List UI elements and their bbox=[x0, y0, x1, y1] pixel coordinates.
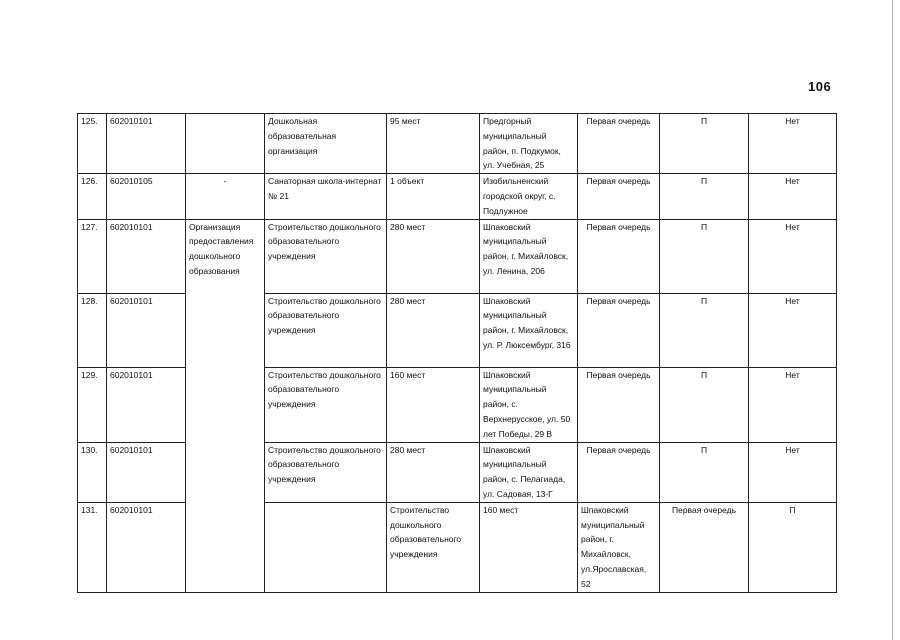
object-type: П bbox=[749, 502, 837, 592]
flag: Нет bbox=[749, 367, 837, 442]
object-code: 602010105 bbox=[107, 174, 186, 219]
object-code: 602010101 bbox=[107, 367, 186, 442]
row-number: 126. bbox=[78, 174, 107, 219]
queue: Первая очередь bbox=[578, 114, 660, 174]
object-type: П bbox=[660, 293, 749, 367]
page-number: 106 bbox=[808, 79, 832, 94]
object-type: П bbox=[660, 114, 749, 174]
row-number: 127. bbox=[78, 219, 107, 293]
purpose-cell bbox=[265, 502, 387, 592]
table-row bbox=[78, 114, 837, 174]
queue: Первая очередь bbox=[578, 174, 660, 219]
object-type: П bbox=[660, 219, 749, 293]
purpose-cell: Организация предоставления дошкольного образования bbox=[186, 219, 265, 592]
location: Шпаковский муниципальный район, г. Михайловск, ул. Ленина, 206 bbox=[480, 219, 578, 293]
object-type: П bbox=[660, 442, 749, 502]
object-name: Санаторная школа-интернат № 21 bbox=[265, 174, 387, 219]
location: Изобильненский городской округ, с. Подлужное bbox=[480, 174, 578, 219]
object-name: Строительство дошкольного образовательного учреждения bbox=[387, 502, 480, 592]
page-edge-divider bbox=[892, 0, 893, 640]
queue: Первая очередь bbox=[578, 442, 660, 502]
object-code: 602010101 bbox=[107, 502, 186, 592]
object-code: 602010101 bbox=[107, 114, 186, 174]
object-name: Дошкольная образовательная организация bbox=[265, 114, 387, 174]
capacity: 160 мест bbox=[480, 502, 578, 592]
object-name: Строительство дошкольного образовательного учреждения bbox=[265, 293, 387, 367]
queue: Первая очередь bbox=[578, 293, 660, 367]
capacity: 280 мест bbox=[387, 293, 480, 367]
row-number: 128. bbox=[78, 293, 107, 367]
flag: Нет bbox=[749, 293, 837, 367]
flag: Нет bbox=[749, 174, 837, 219]
object-code: 602010101 bbox=[107, 219, 186, 293]
table-row bbox=[78, 174, 837, 219]
object-code: 602010101 bbox=[107, 442, 186, 502]
table-row bbox=[78, 219, 837, 293]
capacity: 1 объект bbox=[387, 174, 480, 219]
queue: Первая очередь bbox=[660, 502, 749, 592]
object-name: Строительство дошкольного образовательного учреждения bbox=[265, 367, 387, 442]
capacity: 95 мест bbox=[387, 114, 480, 174]
capacity: 280 мест bbox=[387, 219, 480, 293]
location: Шпаковский муниципальный район, с. Верхнерусское, ул. 50 лет Победы, 29 В bbox=[480, 367, 578, 442]
queue: Первая очередь bbox=[578, 219, 660, 293]
location: Шпаковский муниципальный район, с. Пелагиада, ул. Садовая, 13-Г bbox=[480, 442, 578, 502]
object-name: Строительство дошкольного образовательного учреждения bbox=[265, 219, 387, 293]
row-number: 130. bbox=[78, 442, 107, 502]
flag: Нет bbox=[749, 442, 837, 502]
object-name: Строительство дошкольного образовательного учреждения bbox=[265, 442, 387, 502]
row-number: 131. bbox=[78, 502, 107, 592]
object-type: П bbox=[660, 174, 749, 219]
location: Предгорный муниципальный район, п. Подкумок, ул. Учебная, 25 bbox=[480, 114, 578, 174]
capacity: 280 мест bbox=[387, 442, 480, 502]
location: Шпаковский муниципальный район, г. Михайловск, ул. Р. Люксембург, 316 bbox=[480, 293, 578, 367]
capacity: 160 мест bbox=[387, 367, 480, 442]
row-number: 129. bbox=[78, 367, 107, 442]
flag: Нет bbox=[749, 219, 837, 293]
queue: Первая очередь bbox=[578, 367, 660, 442]
purpose-cell: - bbox=[186, 174, 265, 219]
location: Шпаковский муниципальный район, г. Михайловск, ул.Ярославская, 52 bbox=[578, 502, 660, 592]
row-number: 125. bbox=[78, 114, 107, 174]
purpose-cell bbox=[186, 114, 265, 174]
flag: Нет bbox=[749, 114, 837, 174]
registry-table bbox=[77, 113, 837, 593]
object-type: П bbox=[660, 367, 749, 442]
object-code: 602010101 bbox=[107, 293, 186, 367]
